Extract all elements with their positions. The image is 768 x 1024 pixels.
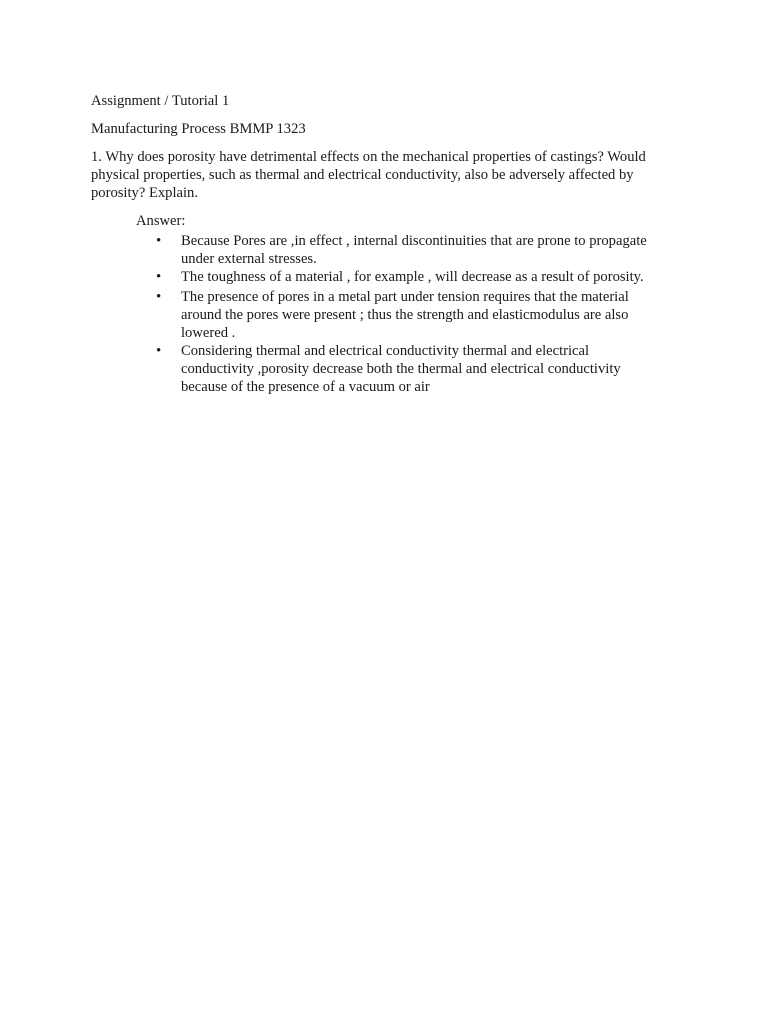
bullet-icon: • [156,289,162,305]
answer-bullet-item [156,342,701,396]
answer-bullet-item [156,288,701,342]
bullet-line: around the pores were present ; thus the strength and elasticmodulus are also [181,307,629,323]
bullet-line: Considering thermal and electrical conductivity thermal and electrical [181,343,590,359]
bullet-line: The presence of pores in a metal part under tension requires that the material [181,289,629,305]
question-line: physical properties, such as thermal and electrical conductivity, also be adversely affected by [91,167,634,183]
bullet-icon: • [156,269,162,285]
bullet-line: Because Pores are ,in effect , internal discontinuities that are prone to propagate [181,233,647,249]
question-line: 1. Why does porosity have detrimental effects on the mechanical properties of castings? Would [91,149,646,165]
document-title: Assignment / Tutorial 1 [91,93,230,109]
bullet-line: The toughness of a material , for example , will decrease as a result of porosity. [181,269,644,285]
bullet-line: because of the presence of a vacuum or air [181,379,430,395]
bullet-line: lowered . [181,325,236,341]
course-heading: Manufacturing Process BMMP 1323 [91,121,306,137]
answer-bullet-item [156,232,701,268]
bullet-icon: • [156,343,162,359]
question-line: porosity? Explain. [91,185,199,201]
answer-bullet-item [156,268,701,286]
bullet-line: conductivity ,porosity decrease both the thermal and electrical conductivity [181,361,621,377]
bullet-line: under external stresses. [181,251,317,267]
bullet-icon: • [156,233,162,249]
answer-label: Answer: [136,213,186,229]
